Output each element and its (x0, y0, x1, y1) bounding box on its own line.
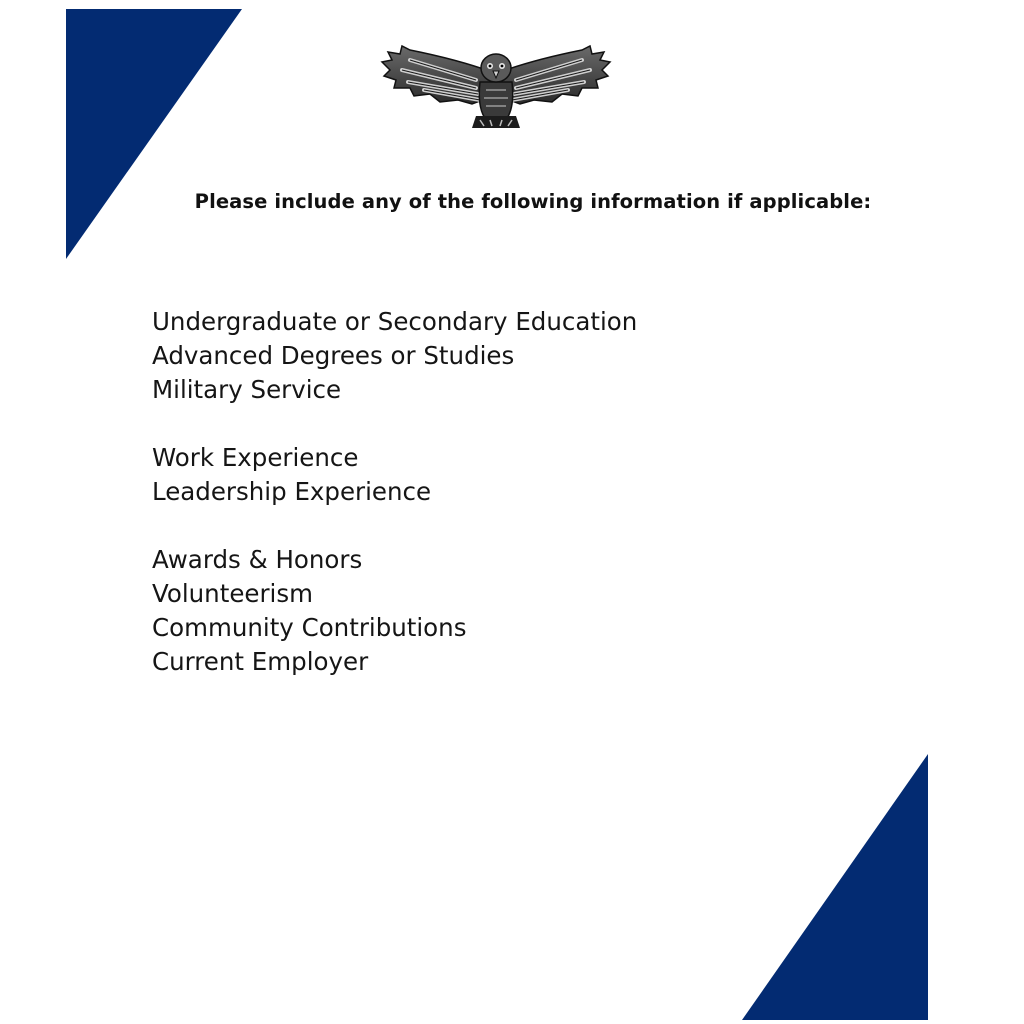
list-item: Advanced Degrees or Studies (152, 341, 515, 370)
list-item: Leadership Experience (152, 477, 432, 506)
bottom-right-triangle-decoration (742, 754, 928, 1020)
list-item: Undergraduate or Secondary Education (152, 307, 638, 336)
list-item: Awards & Honors (152, 545, 363, 574)
list-item: Military Service (152, 375, 342, 404)
top-left-triangle-decoration (66, 9, 242, 259)
page-heading: Please include any of the following information if applicable: (194, 190, 872, 213)
info-list (152, 305, 637, 679)
list-item: Work Experience (152, 443, 359, 472)
hawk-mascot-icon (380, 42, 612, 130)
list-spacer (152, 407, 637, 441)
list-item: Current Employer (152, 647, 369, 676)
list-spacer (152, 509, 637, 543)
list-item: Community Contributions (152, 613, 467, 642)
list-item: Volunteerism (152, 579, 313, 608)
